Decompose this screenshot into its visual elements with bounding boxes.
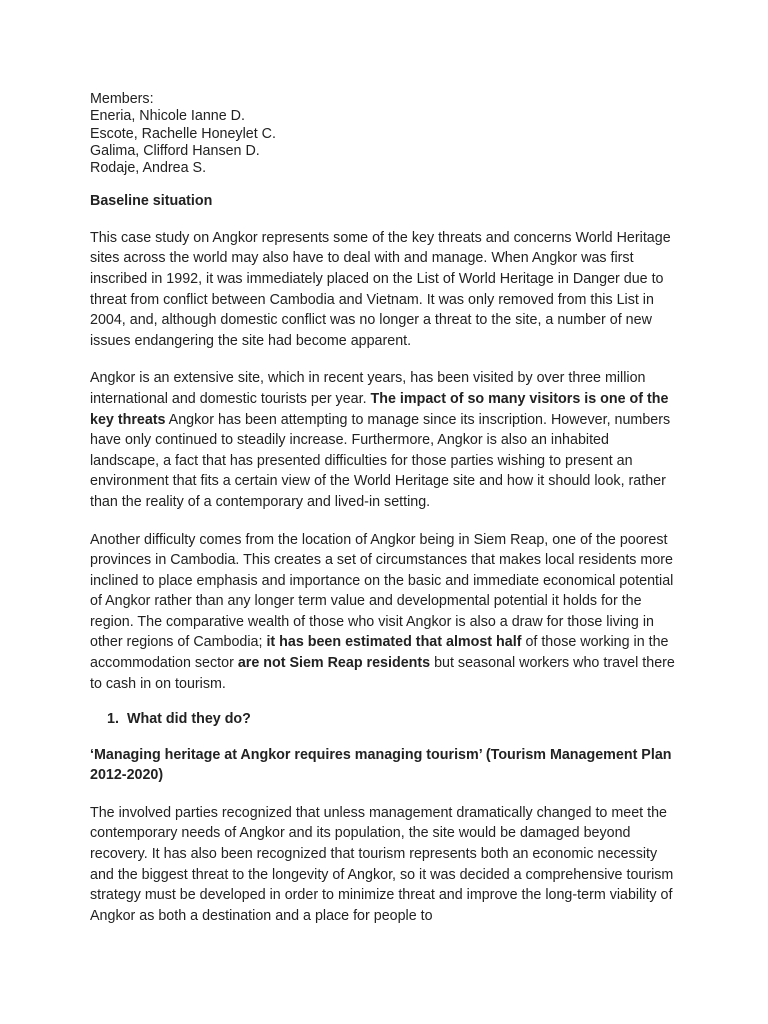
paragraph-text: but seasonal workers who travel there to cash in on tourism.	[90, 655, 675, 692]
list-number: 1.	[107, 711, 119, 728]
paragraph-text: of those working in the accommodation sector	[90, 634, 669, 672]
document-page	[90, 91, 680, 926]
section-1-heading	[107, 711, 680, 728]
members-block	[90, 91, 680, 177]
member-name: Escote, Rachelle Honeylet C.	[90, 125, 276, 142]
quote-heading: ‘Managing heritage at Angkor requires managing tourism’ (Tourism Management Plan 2012-2020)	[90, 746, 672, 784]
baseline-paragraph-3	[90, 530, 680, 695]
paragraph-bold-text: The impact of so many visitors is one of the key threats	[90, 390, 669, 428]
section-title: What did they do?	[127, 711, 251, 728]
paragraph-text: Another difficulty comes from the location of Angkor being in Siem Reap, one of the poorest provinces in Cambodia. This creates a set of circumstances that makes local residents more inclined to place emphasis and importance on the basic and immediate economical potential of Angkor rather than any longer term value and developmental potential it holds for the region. The comparative wealth of those who visit Angkor is also a draw for those living in other regions of Cambodia;	[90, 531, 674, 651]
paragraph-text: Angkor has been attempting to manage since its inscription. However, numbers have only continued to steadily increase. Furthermore, Angkor is also an inhabited landscape, a fact that has presented difficulties for those parties wishing to present an environment that fits a certain view of the World Heritage site and how it should look, rather than the reality of a contemporary and lived-in setting.	[90, 411, 671, 510]
member-name: Rodaje, Andrea S.	[90, 160, 207, 177]
member-name: Galima, Clifford Hansen D.	[90, 142, 260, 159]
member-name: Eneria, Nhicole Ianne D.	[90, 108, 245, 125]
baseline-paragraph-1: This case study on Angkor represents some of the key threats and concerns World Heritage sites across the world may also have to deal with and manage. When Angkor was first inscribed in 1992, it was immediately placed on the List of World Heritage in Danger due to threat from conflict between Cambodia and Vietnam. It was only removed from this List in 2004, and, although domestic conflict was no longer a threat to the site, a number of new issues endangering the site had become apparent.	[90, 229, 671, 349]
section-1-paragraph: The involved parties recognized that unless management dramatically changed to meet the contemporary needs of Angkor and its population, the site would be damaged beyond recovery. It has also been recognized that tourism represents both an economic necessity and the biggest threat to the longevity of Angkor, so it was decided a comprehensive tourism strategy must be developed in order to minimize threat and improve the long-term viability of Angkor as both a destination and a place for people to	[90, 804, 674, 924]
paragraph-text: Angkor is an extensive site, which in recent years, has been visited by over three million international and domestic tourists per year.	[90, 370, 646, 407]
paragraph-bold-text: are not Siem Reap residents	[237, 655, 431, 672]
members-label: Members:	[90, 91, 154, 107]
baseline-heading: Baseline situation	[90, 193, 213, 210]
baseline-paragraph-2	[90, 368, 680, 512]
paragraph-bold-text: it has been estimated that almost half	[266, 634, 522, 651]
